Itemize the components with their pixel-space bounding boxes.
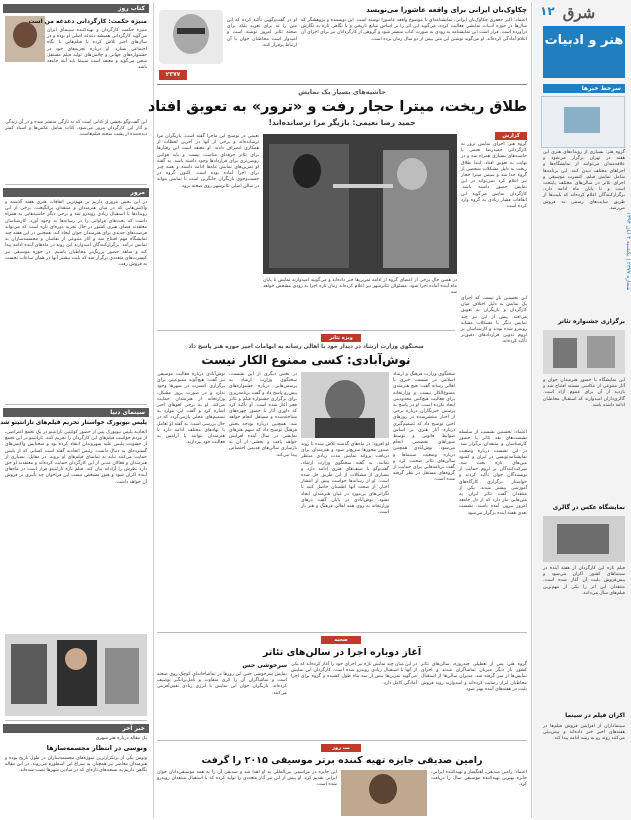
strip-text-2: این نمایشگاه با حضور هنرمندان جوان و آثار متنوعی از عکاسی مستند افتتاح شد و بازدید از آن برای عموم آزاد است. گالری‌داران امیدوارند که استقبال مخاطبان ادامه داشته باشد.: [543, 378, 625, 408]
strip-headline-2: نمایشگاه عکس در گالری: [552, 504, 625, 511]
strip-photo-2: [543, 330, 625, 374]
newspaper-page: [1, 0, 631, 820]
left-headline-4: ونوسی در انتظار مجسمه‌سازها: [46, 744, 147, 752]
strip-text-3: فیلم تازه این کارگردان از هفته آینده در سینماهای کشور اکران می‌شود و پیش‌فروش بلیت آن آغاز شده است. منتقدان این اثر را یکی از مهم‌ترین فیلم‌های سال می‌دانند.: [543, 566, 625, 596]
top-text-col2: نعیمی در توضیح این ماجرا گفته است: بازیگران مرا ترسانده‌اند و برخی از آنها در آخرین لحظات از همکاری انصراف دادند. او معتقد است این رفتارها برای تئاتر حرفه‌ای مناسب نیست و باید قوانین روشن‌تری برای قراردادها وجود داشته باشد. به گفته او تمرین‌های نمایش ماه‌ها ادامه داشته و همه چیز برای اجرا آماده بوده است. اکنون گروه در جست‌وجوی بازیگران جایگزین است تا نمایش بتواند در سالن اصلی تئاترشهر روی صحنه برود.: [157, 134, 259, 189]
strip-text-4: سینماداران از افزایش فروش فیلم‌ها در هفته‌های اخیر خبر داده‌اند و پیش‌بینی می‌کنند روند رو به رشد ادامه پیدا کند.: [543, 724, 625, 742]
story4-tag: نت روز: [321, 744, 361, 752]
story3-col3: نمایش سرخوشی حس این روزها در تماشاخانه‌ای کوچک روی صحنه است و تماشاگران آن را اثری متفاوت و تأمل‌برانگیز توصیف کرده‌اند. بازیگران جوان این نمایش با انرژی زیادی نقش‌آفرینی می‌کنند.: [157, 672, 287, 696]
top-label: گزارش: [495, 132, 527, 140]
story2-col3: در بخش دیگری از این نشست، سخنگوی وزارت ارشاد به پرسش‌هایی درباره جشنواره‌های پیش‌رو پاسخ داد و گفت برنامه‌ریزی برای برگزاری جشنواره فیلم و تئاتر فجر آغاز شده است. او تأکید کرد که داوری آثار با حضور چهره‌های شناخته‌شده و مستقل انجام خواهد شد. همچنین درباره بودجه بخش فرهنگ توضیح داد که سهم هنرهای نمایشی در سال آینده افزایش خواهد یافت و بخشی از آن به بازسازی سالن‌های قدیمی اختصاص پیدا می‌کند.: [229, 372, 297, 458]
left-text-1b: این گفت‌وگو بخشی از کتابی است که به تازگی منتشر شده و در آن زندگی و آثار این کارگردان مرور می‌شود. کتاب شامل عکس‌ها و اسناد کمتر دیده‌شده از پشت صحنه فیلم‌هاست.: [5, 120, 147, 138]
story2-kicker: سخنگوی وزارت ارشاد در دیدار خود با اهالی رسانه به ابهامات اخیر حوزه هنر پاسخ داد: [188, 344, 424, 350]
top-text-col3: در همین حال برخی از اعضای گروه از ادامه تمرین‌ها خبر داده‌اند و می‌گویند امیدوارند نمایش تا پایان ماه آینده آماده اجرا شود. مسئولان تئاترشهر نیز اعلام کرده‌اند زمان تازه اجرا به زودی مشخص خواهد شد.: [263, 278, 457, 296]
story3-subhead: سرخوشی حس: [242, 662, 287, 669]
author-photo: [159, 10, 223, 64]
left-text-3: اتحادیه پلیس نیویورک پس از حضور کوئنتین تارانتینو در یک تجمع اعتراضی، از مردم خواست فیلم‌های این کارگردان را تحریم کنند. تارانتینو در این تجمع از خشونت پلیس علیه شهروندان انتقاد کرده بود و سخنانش واکنش‌های گسترده‌ای به دنبال داشت. رئیس اتحادیه گفته است کسانی که از پلیس حمایت می‌کنند نباید به تماشای فیلم‌های او بروند. در مقابل، بسیاری از هنرمندان و فعالان مدنی از این کارگردان حمایت کرده‌اند و معتقدند او حق دارد نظرش را آزادانه بیان کند. فیلم تازه تارانتینو قرار است در ماه‌های آینده اکران شود و هنوز مشخص نیست این فراخوان چه تأثیری بر فروش آن خواهد داشت.: [5, 430, 147, 485]
strip-headline-3: اکران فیلم در سینما: [565, 712, 625, 719]
mid-right-col1: اعتماد: نخستین نشست از سلسله نشست‌های نقد تئاتر با حضور کارشناسان و منتقدان برگزار شد. در این نشست درباره وضعیت نمایشنامه‌نویسی در ایران و کمبود متن‌های تازه بحث شد. شرکت‌کنندگان بر لزوم حمایت از نویسندگان جوان تأکید کردند و خواستار برگزاری کارگاه‌های آموزشی بیشتر شدند. یکی از منتقدان گفت تئاتر ایران به متن‌هایی نیاز دارد که از دل جامعه امروز بیرون آمده باشند. نشست بعدی هفته آینده برگزار می‌شود.: [459, 430, 527, 516]
top-intro-text: اعتماد: اکبر جعفری چکاوک‌بان ایرانی، نمایشنامه‌ای با موضوع واقعه عاشورا نوشته است. این نویسنده و پژوهشگر که سال‌ها در حوزه ادبیات نمایشی فعالیت کرده، می‌گوید این اثر را بر اساس منابع تاریخی و با نگاهی تازه به نگارش درآورده است. قرار است این نمایشنامه به زودی به صورت کتاب منتشر شود و گروهی از کارگردانان نیز برای اجرای آن اعلام آمادگی کرده‌اند. او می‌گوید نوشتن این متن بیش از دو سال زمان برده است.: [301, 18, 527, 42]
story2-photo: [301, 372, 389, 438]
story2-headline: نوش‌آبادی: کسی ممنوع الکار نیست: [201, 353, 411, 367]
top-seal: ۲۳۷۷: [159, 70, 187, 80]
left-section-2: مرور: [3, 188, 149, 197]
top-kicker: چکاوک‌بان ایرانی برای واقعه عاشورا می‌نویسد: [366, 6, 527, 14]
left-headline-3: پلیس نیویورک خواستار تحریم فیلم‌های تارانتینو شد: [0, 420, 147, 426]
top-author-text: او در گفت‌وگویی تأکید کرده که این متن را نه برای تعزیه بلکه برای صحنه تئاتر امروز نوشته است و امیدوار است مخاطبان جوان با آن ارتباط برقرار کنند.: [227, 18, 297, 48]
story4-col2: این جایزه در مراسمی بین‌المللی به او اهدا شد و صدیقی آن را به همه موسیقی‌دانان جوان ایرانی تقدیم کرد. او پیش از این نیز آثار متعددی را تولید کرده که با استقبال منتقدان روبه‌رو شده است.: [157, 770, 337, 788]
strip-text-1: گروه هنر: بسیاری از رویدادهای هنری این هفته در تهران برگزار می‌شود و علاقه‌مندان می‌توانند از نمایشگاه‌ها و اجراهای مختلف دیدن کنند. این برنامه‌ها شامل نمایش فیلم، کنسرت موسیقی و اجرای تئاتر در سالن‌های مختلف پایتخت است و تا پایان ماه ادامه دارد. برگزارکنندگان اعلام کرده‌اند که بلیت‌ها از طریق سایت‌های رسمی به فروش می‌رسد.: [543, 150, 625, 211]
top-story-photo: [263, 134, 457, 274]
left-section-4: خبر آخر: [3, 724, 149, 733]
page-number: ۱۲: [540, 4, 555, 18]
strip-headline-1: برگزاری جشنواره تئاتر: [557, 318, 625, 325]
left-photo-3: [5, 634, 147, 716]
left-text-1: منیژه حکمت کارگردان و تهیه‌کننده سینمای ایران می‌گوید کارگردانی همیشه دغدغه اصلی او بوده و در سال‌های اخیر تلاش کرده تا فیلم‌هایی با نگاه اجتماعی بسازد. او درباره تجربه‌های خود در جشنواره‌های جهانی و چالش‌های تولید فیلم مستقل سخن می‌گوید و معتقد است سینما باید آینه جامعه باشد.: [47, 28, 147, 71]
strip-photo-3: [543, 516, 625, 562]
left-section-1: کتاب روز: [3, 4, 149, 13]
story2-col1: سخنگوی وزارت فرهنگ و ارشاد اسلامی در نشست خبری با اهالی رسانه گفت: هیچ هنرمندی ممنوع‌الکار نیست و وزارتخانه برای فعالیت هیچ‌کس محدودیتی ایجاد نکرده است. او در پاسخ به پرسش خبرنگاران درباره برخی از اخبار منتشرشده در روزهای اخیر، توضیح داد که تصمیم‌گیری درباره آثار هنری بر اساس ضوابط قانونی و توسط شوراهای تخصصی انجام می‌شود. نوش‌آبادی همچنین درباره وضعیت سینماها و سالن‌های تئاتر صحبت کرد و گفت برنامه‌هایی برای حمایت از گروه‌های مستقل در نظر گرفته شده است.: [393, 372, 455, 483]
story2-tag: ویژه تئاتر: [321, 334, 361, 342]
issue-line: شماره ۲۳۷۷ | یکشنبه ۴ آبان ۱۳۹۴: [625, 211, 631, 290]
mini-news-label: سرخط خبرها: [543, 84, 625, 93]
story2-col4: نوش‌آبادی درباره فعالیت موسیقی نیز گفت: هیچ‌گونه ممنوعیتی برای برگزاری کنسرت در شهرها وجود ندارد و در صورت بروز مشکل، وزارتخانه از هنرمندان حمایت می‌کند. او به برخی لغوهای اخیر اشاره کرد و گفت این موارد به تصمیم‌های محلی بازمی‌گردد که در حال بررسی است. به گفته او تعامل با نهادهای مختلف ادامه دارد تا هنرمندان بتوانند با آرامش به فعالیت خود بپردازند.: [157, 372, 225, 446]
left-section-3: سینمای دنیا: [3, 408, 149, 417]
top-subhead: حاشیه‌های بسیار یک نمایش: [298, 88, 386, 96]
story2-col2: او افزود: در ماه‌های گذشته تلاش شده تا روند صدور مجوزها سریع‌تر شود و هنرمندان برای دریافت پروانه نمایش مدت زیادی منتظر نمانند. به گفته سخنگوی وزارت ارشاد، گفت‌وگو با صنف‌های هنری ادامه دارد و بسیاری از مشکلات از این طریق حل شده است. او از رسانه‌ها خواست پیش از انتشار اخبار، از صحت آنها اطمینان حاصل کنند تا نگرانی‌های بی‌مورد در میان هنرمندان ایجاد نشود. نوش‌آبادی در پایان گفت درهای وزارتخانه به روی همه اهالی فرهنگ و هنر باز است.: [301, 442, 389, 516]
left-text-4: ونوس یکی از پرتکرارترین سوژه‌های مجسمه‌سازان در طول تاریخ بوده و هنرمندان معاصر نیز همچنان به سراغ این اسطوره می‌روند. در این مقاله نگاهی داریم به نسخه‌های تازه‌ای که در میادین شهرها نصب شده‌اند.: [5, 756, 147, 774]
top-text-col4: این نخستین بار نیست که اجرای یک نمایش به دلیل اختلاف میان کارگردان و بازیگران به تعویق می‌افتد. پیش از این نیز چند نمایش دیگر با مشکلات مشابه روبه‌رو شده بودند و کارشناسان بر لزوم تدوین قراردادهای دقیق‌تر تأکید کرده‌اند.: [461, 296, 527, 345]
story4-headline: رامین صدیقی جایزه تهیه کننده برتر موسیقی ۲۰۱۵ را گرفت: [201, 755, 483, 766]
story4-col1: اعتماد: رامین صدیقی، آهنگساز و تهیه‌کننده ایرانی، جایزه بهترین تهیه‌کننده موسیقی سال را دریافت کرد.: [431, 770, 527, 788]
story3-headline: آغاز دوباره اجرا در سالن‌های تئاتر: [262, 647, 422, 658]
story3-tag: صحنه: [321, 636, 361, 644]
top-headline: طلاق ریخت، میترا حجار رفت و «ترور» به تعویق افتاد: [147, 99, 527, 115]
left-text-2: در این بخش مروری داریم بر مهم‌ترین اتفاقات هنری هفته گذشته و واکنش‌هایی که در میان هنرمندان و منتقدان برانگیخت. برخی از این رویدادها با استقبال زیادی روبه‌رو شد و برخی دیگر حاشیه‌هایی به همراه داشت که بحث‌های فراوانی را در رسانه‌ها به وجود آورد. کارشناسان معتقدند فضای هنری کشور در حال تجربه دوره‌ای تازه است که می‌تواند فرصت‌های جدیدی برای هنرمندان جوان ایجاد کند. همچنین در این هفته چند نمایشگاه مهم افتتاح شد و آثار متنوعی از نقاشان و مجسمه‌سازان به نمایش درآمد. برگزارکنندگان امیدوارند این روند در ماه‌های آینده ادامه پیدا کند و شاهد حضور پررنگ‌تر مخاطبان باشیم. در حوزه موسیقی نیز کنسرت‌های متعددی برگزار شد که بلیت بیشتر آنها در همان ساعات نخست به فروش رفت.: [5, 200, 147, 268]
top-deck: حمید رضا نعیمی: بازیگر مرا ترسانده‌اند!: [268, 118, 416, 127]
section-title-box: [543, 26, 625, 78]
section-title: هنر و ادبیات: [544, 33, 624, 48]
left-kicker-4: یک مقاله درباره هنر شهری: [95, 736, 147, 741]
story4-photo: [341, 770, 427, 816]
masthead-logo: شرق: [562, 4, 596, 22]
top-text-col1: گروه هنر: اجرای نمایش ترور به کارگردانی حمیدرضا نعیمی با حاشیه‌های بسیاری همراه شد و در نهایت به تعویق افتاد. ابتدا طلاق ریخت به دلیل مشکلات شخصی از گروه جدا شد و سپس میترا حجار نیز اعلام کرد نمی‌تواند در این نمایش حضور داشته باشد. کارگردان نمایش می‌گوید این اتفاقات فشار زیادی به گروه وارد کرده است.: [461, 142, 527, 210]
story3-col1: گروه هنر: پس از تعطیلی چندروزه، سالن‌های تئاتر کشور بار دیگر میزبان تماشاگران شدند و اجرای نمایش‌ها از سر گرفته شد. مدیران سالن‌ها از استقبال مخاطبان ابراز رضایت کرده‌اند و امیدوارند روند فروش بلیت در هفته‌های آینده بهتر شود.: [421, 662, 527, 692]
story3-col2: در این میان چند نمایش تازه نیز اجرای خود را آغاز کرده‌اند که یکی از آنها با استقبال زیادی روبه‌رو شده است. کارگردان این نمایش می‌گوید تمرین‌ها بیش از سه ماه طول کشیده و گروه برای اجرا آمادگی کامل دارد.: [291, 662, 417, 686]
left-headline-1: منیژه حکمت: کارگردانی دغدغه من است: [28, 18, 147, 25]
strip-photo-1: [541, 96, 625, 148]
